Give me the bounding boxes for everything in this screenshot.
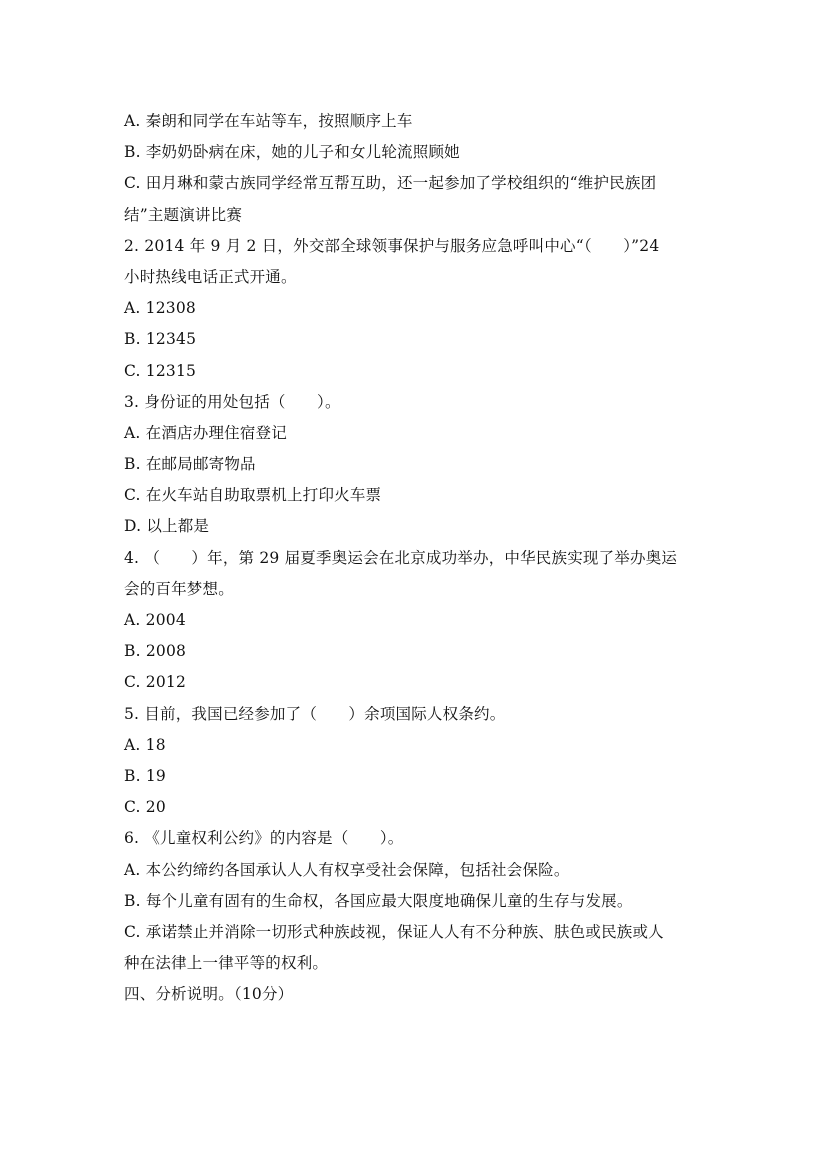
q3-option-a: A. 在酒店办理住宿登记 [124,423,287,442]
q4-stem-line1: 4. （ ）年，第 29 届夏季奥运会在北京成功举办，中华民族实现了举办奥运 [124,548,678,567]
q2-option-c: C. 12315 [124,361,197,380]
q5-option-b: B. 19 [124,766,166,785]
q3-option-d: D. 以上都是 [124,517,210,536]
document-page [124,106,714,1010]
q3-stem: 3. 身份证的用处包括（ ）。 [124,392,341,411]
q6-option-c-line2: 种在法律上一律平等的权利。 [124,954,329,973]
q1-option-c-line1: C. 田月琳和蒙古族同学经常互帮互助，还一起参加了学校组织的“维护民族团 [124,174,657,193]
q2-option-b: B. 12345 [124,330,197,349]
q5-stem: 5. 目前，我国已经参加了（ ）余项国际人权条约。 [124,704,506,723]
q1-option-c-line2: 结”主题演讲比赛 [124,205,243,224]
q2-option-a: A. 12308 [124,299,196,318]
q3-option-c: C. 在火车站自助取票机上打印火车票 [124,486,382,505]
q5-option-c: C. 20 [124,798,166,817]
q6-option-a: A. 本公约缔约各国承认人人有权享受社会保障，包括社会保险。 [124,860,570,879]
q6-stem: 6. 《儿童权利公约》的内容是（ ）。 [124,829,404,848]
q4-stem-line2: 会的百年梦想。 [124,579,234,598]
q1-option-b: B. 李奶奶卧病在床，她的儿子和女儿轮流照顾她 [124,143,460,162]
q3-option-b: B. 在邮局邮寄物品 [124,455,256,474]
q4-option-a: A. 2004 [124,611,186,629]
q1-option-a: A. 秦朗和同学在车站等车，按照顺序上车 [124,112,413,130]
q5-option-a: A. 18 [124,735,166,754]
q4-option-c: C. 2012 [124,673,187,692]
section-four-heading: 四、分析说明。（10分） [124,985,294,1004]
q6-option-c-line1: C. 承诺禁止并消除一切形式种族歧视，保证人人有不分种族、肤色或民族或人 [124,922,664,941]
q2-stem-line2: 小时热线电话正式开通。 [124,267,297,286]
q6-option-b: B. 每个儿童有固有的生命权，各国应最大限度地确保儿童的生存与发展。 [124,891,633,910]
q4-option-b: B. 2008 [124,642,187,661]
q2-stem-line1: 2. 2014 年 9 月 2 日，外交部全球领事保护与服务应急呼叫中心“（ ）”24 [124,236,660,255]
